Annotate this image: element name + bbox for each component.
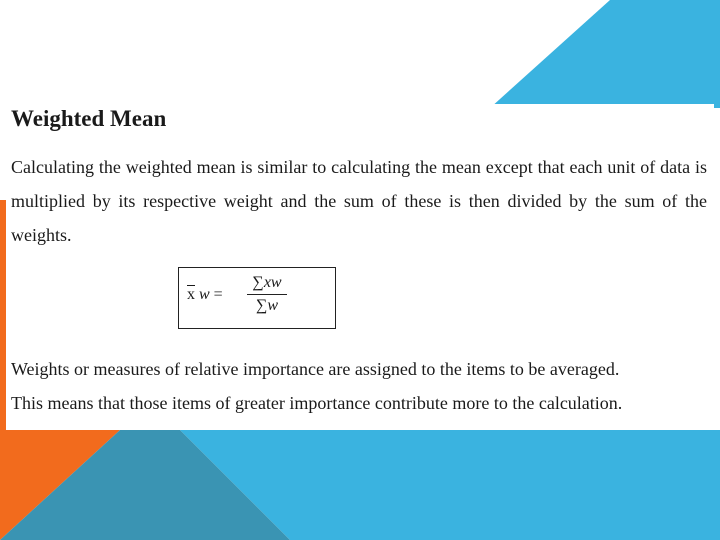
formula-lhs xyxy=(187,286,223,304)
formula-numerator: ∑xw xyxy=(252,274,282,291)
intro-paragraph: Calculating the weighted mean is similar to calculating the mean except that each unit of data is multiplied by its respective weight and the sum of these is then divided by the sum of the weights. xyxy=(11,157,707,245)
weighted-mean-formula xyxy=(178,267,336,329)
importance-paragraph xyxy=(11,352,707,420)
formula-equals: = xyxy=(213,286,223,303)
formula-subscript: w xyxy=(199,286,210,303)
page-title: Weighted Mean xyxy=(11,106,167,131)
document-image xyxy=(6,104,714,428)
formula-denominator: ∑w xyxy=(255,297,279,314)
formula-x-bar: $\overline{x}$ xyxy=(187,286,195,303)
formula-fraction xyxy=(247,274,287,315)
importance-line-1: Weights or measures of relative importance are assigned to the items to be averaged. xyxy=(11,359,620,379)
fraction-bar xyxy=(247,294,287,295)
importance-line-2: This means that those items of greater importance contribute more to the calculation. xyxy=(11,393,623,413)
blue-triangle-top-right xyxy=(490,0,720,108)
